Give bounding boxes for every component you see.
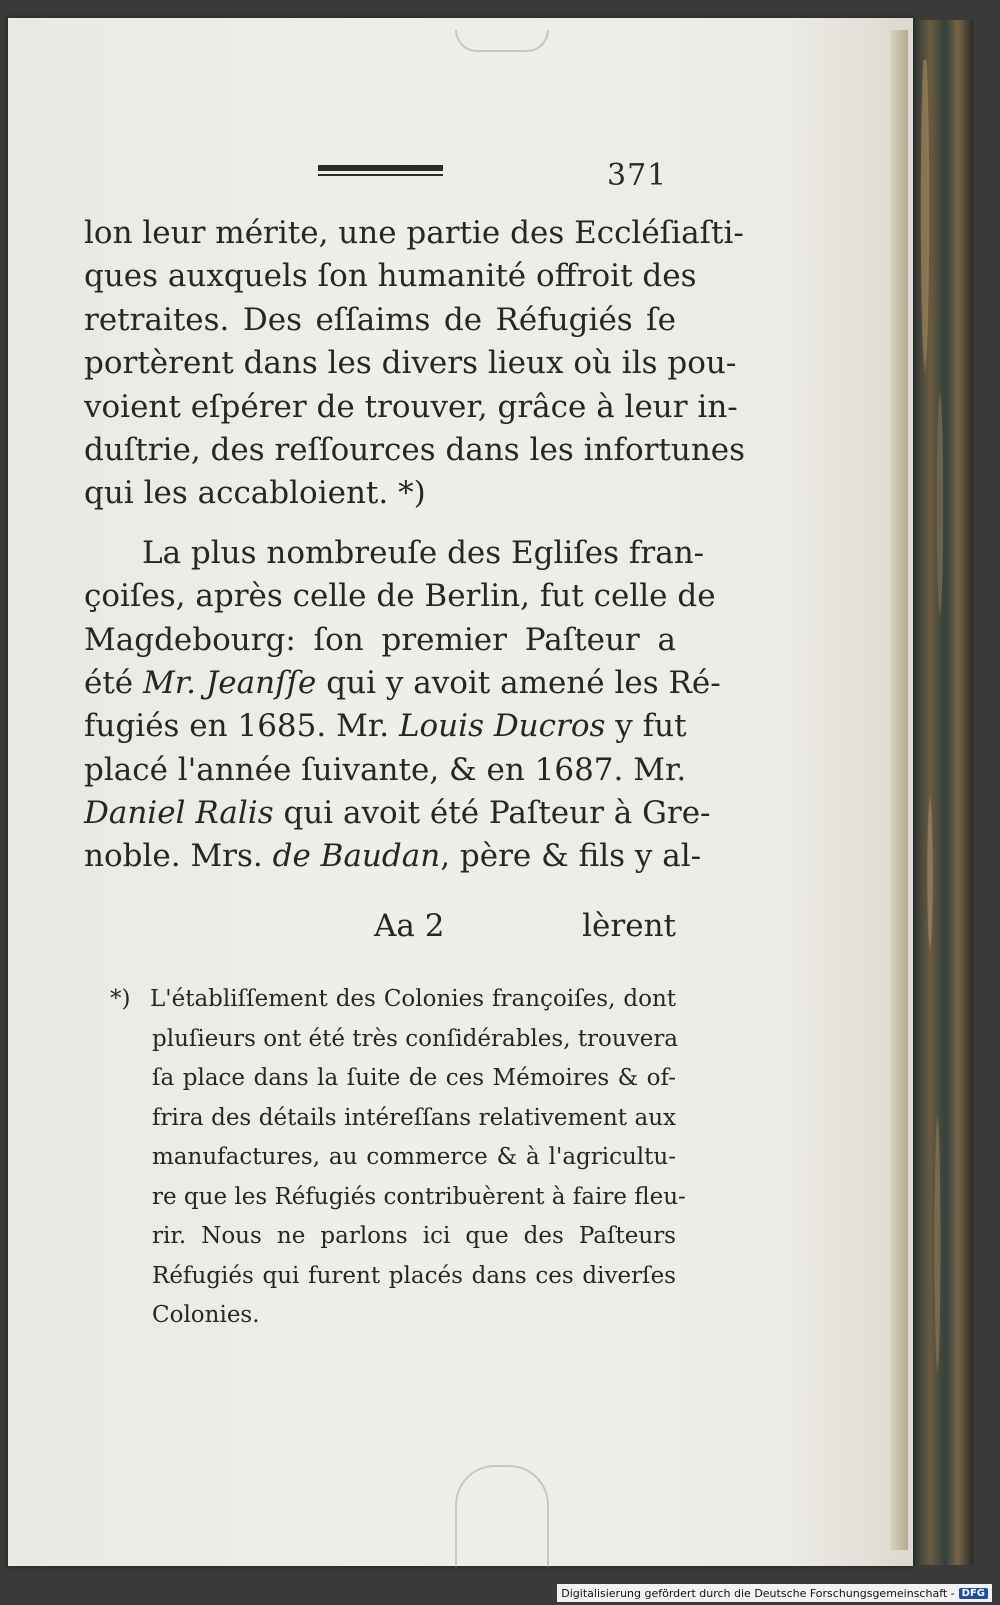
footnote-line: rir. Nous ne parlons ici que des Paſteurs <box>152 1223 676 1249</box>
footnote-line: pluſieurs ont été très conſidérables, trouvera <box>152 1025 679 1052</box>
text-line: voient eſpérer de trouver, grâce à leur in- <box>84 388 738 425</box>
signature-line <box>84 908 676 951</box>
header-ornament-rule <box>318 165 443 178</box>
text-line: Magdebourg: ſon premier Paſteur a <box>84 621 676 658</box>
page-number: 371 <box>607 158 668 193</box>
signature-mark: Aa 2 <box>374 908 445 944</box>
footnote-line: manufactures, au commerce & à l'agricultu- <box>152 1144 676 1170</box>
text-line: La plus nombreuſe des Egliſes fran- <box>142 534 705 571</box>
text-line: portèrent dans les divers lieux où ils pou- <box>84 345 737 382</box>
footnote-line: *) L'établiſſement des Colonies françoiſes, dont <box>110 980 676 1020</box>
dfg-logo-icon: DFG <box>959 1588 988 1599</box>
text-line: été Mr. Jeanſſe qui y avoit amené les Ré- <box>84 664 721 701</box>
text-line: çoiſes, après celle de Berlin, fut celle de <box>84 578 716 615</box>
person-name: Mr. Jeanſſe <box>143 664 317 701</box>
holder-clip-bottom <box>455 1465 549 1567</box>
footnote-line: re que les Réfugiés contribuèrent à faire fleu- <box>152 1183 686 1210</box>
person-name: de Baudan <box>272 838 441 875</box>
page-edge <box>890 30 908 1550</box>
holder-clip-top <box>455 30 549 52</box>
footnote-line: frira des détails intéreſſans relativement aux <box>152 1104 676 1131</box>
person-name: Louis Ducros <box>398 708 606 745</box>
footnote-line: ſa place dans la ſuite de ces Mémoires & of- <box>152 1065 676 1091</box>
digitization-credit <box>557 1584 992 1602</box>
credit-text: Digitalisierung gefördert durch die Deutsche Forschungsgemeinschaft - <box>561 1586 955 1600</box>
marbled-cover-texture <box>910 60 960 1540</box>
footnote-line: Colonies. <box>152 1302 260 1328</box>
catchword: lèrent <box>582 908 676 944</box>
rule-thin <box>318 174 443 176</box>
footnote <box>110 980 686 1336</box>
text-line: placé l'année ſuivante, & en 1687. Mr. <box>84 751 687 788</box>
text-line: qui les accabloient. *) <box>84 475 426 512</box>
text-line: fugiés en 1685. Mr. Louis Ducros y fut <box>84 708 687 745</box>
footnote-mark: *) <box>110 986 131 1012</box>
footnote-line: Réfugiés qui furent placés dans ces diverſes <box>152 1262 676 1289</box>
main-text <box>84 212 746 879</box>
text-line: duſtrie, des reſſources dans les infortunes <box>84 431 746 468</box>
text-line: lon leur mérite, une partie des Eccléſiaſti- <box>84 215 744 251</box>
text-line: noble. Mrs. de Baudan, père & fils y al- <box>84 838 702 875</box>
rule-thick <box>318 165 443 171</box>
text-line: ques auxquels ſon humanité offroit des <box>84 258 697 295</box>
text-line: retraites. Des eſſaims de Réfugiés ſe <box>84 301 676 338</box>
text-line: Daniel Ralis qui avoit été Paſteur à Gre- <box>84 795 711 832</box>
person-name: Daniel Ralis <box>84 795 274 832</box>
